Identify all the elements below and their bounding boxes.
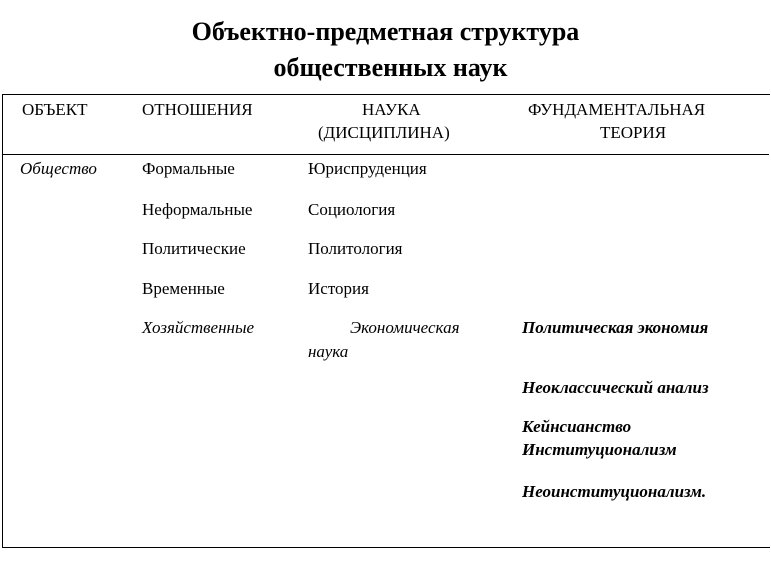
theory-keynesianism: Кейнсианство — [522, 417, 632, 436]
header-divider — [2, 154, 769, 155]
title-line-1: Объектно-предметная структура — [191, 17, 580, 46]
relation-political: Политические — [142, 239, 246, 258]
title-line-2: общественных наук — [273, 53, 508, 82]
header-science-line1: НАУКА — [362, 100, 421, 119]
header-science-line2: (ДИСЦИПЛИНА) — [318, 123, 450, 142]
theory-political-economy: Политическая экономия — [522, 318, 709, 337]
object-cell: Общество — [20, 159, 97, 178]
theory-neoinstitutionalism: Неоинституционализм. — [522, 482, 707, 501]
relation-temporal: Временные — [142, 279, 225, 298]
science-law: Юриспруденция — [308, 159, 427, 178]
relation-economic: Хозяйственные — [142, 318, 255, 337]
theory-institutionalism: Институционализм — [522, 440, 677, 459]
header-theory-line1: ФУНДАМЕНТАЛЬНАЯ — [528, 100, 706, 119]
science-political-science: Политология — [308, 239, 403, 258]
science-economics-line1: Экономическая — [350, 318, 460, 337]
relation-informal: Неформальные — [142, 200, 253, 219]
header-object: ОБЪЕКТ — [22, 100, 88, 119]
science-history: История — [308, 279, 369, 298]
page-title — [0, 14, 771, 86]
relation-formal: Формальные — [142, 159, 235, 178]
theory-neoclassical: Неоклассический анализ — [522, 378, 709, 397]
header-theory-line2: ТЕОРИЯ — [600, 123, 667, 142]
header-relations: ОТНОШЕНИЯ — [142, 100, 253, 119]
science-sociology: Социология — [308, 200, 396, 219]
science-economics-line2: наука — [308, 342, 349, 361]
